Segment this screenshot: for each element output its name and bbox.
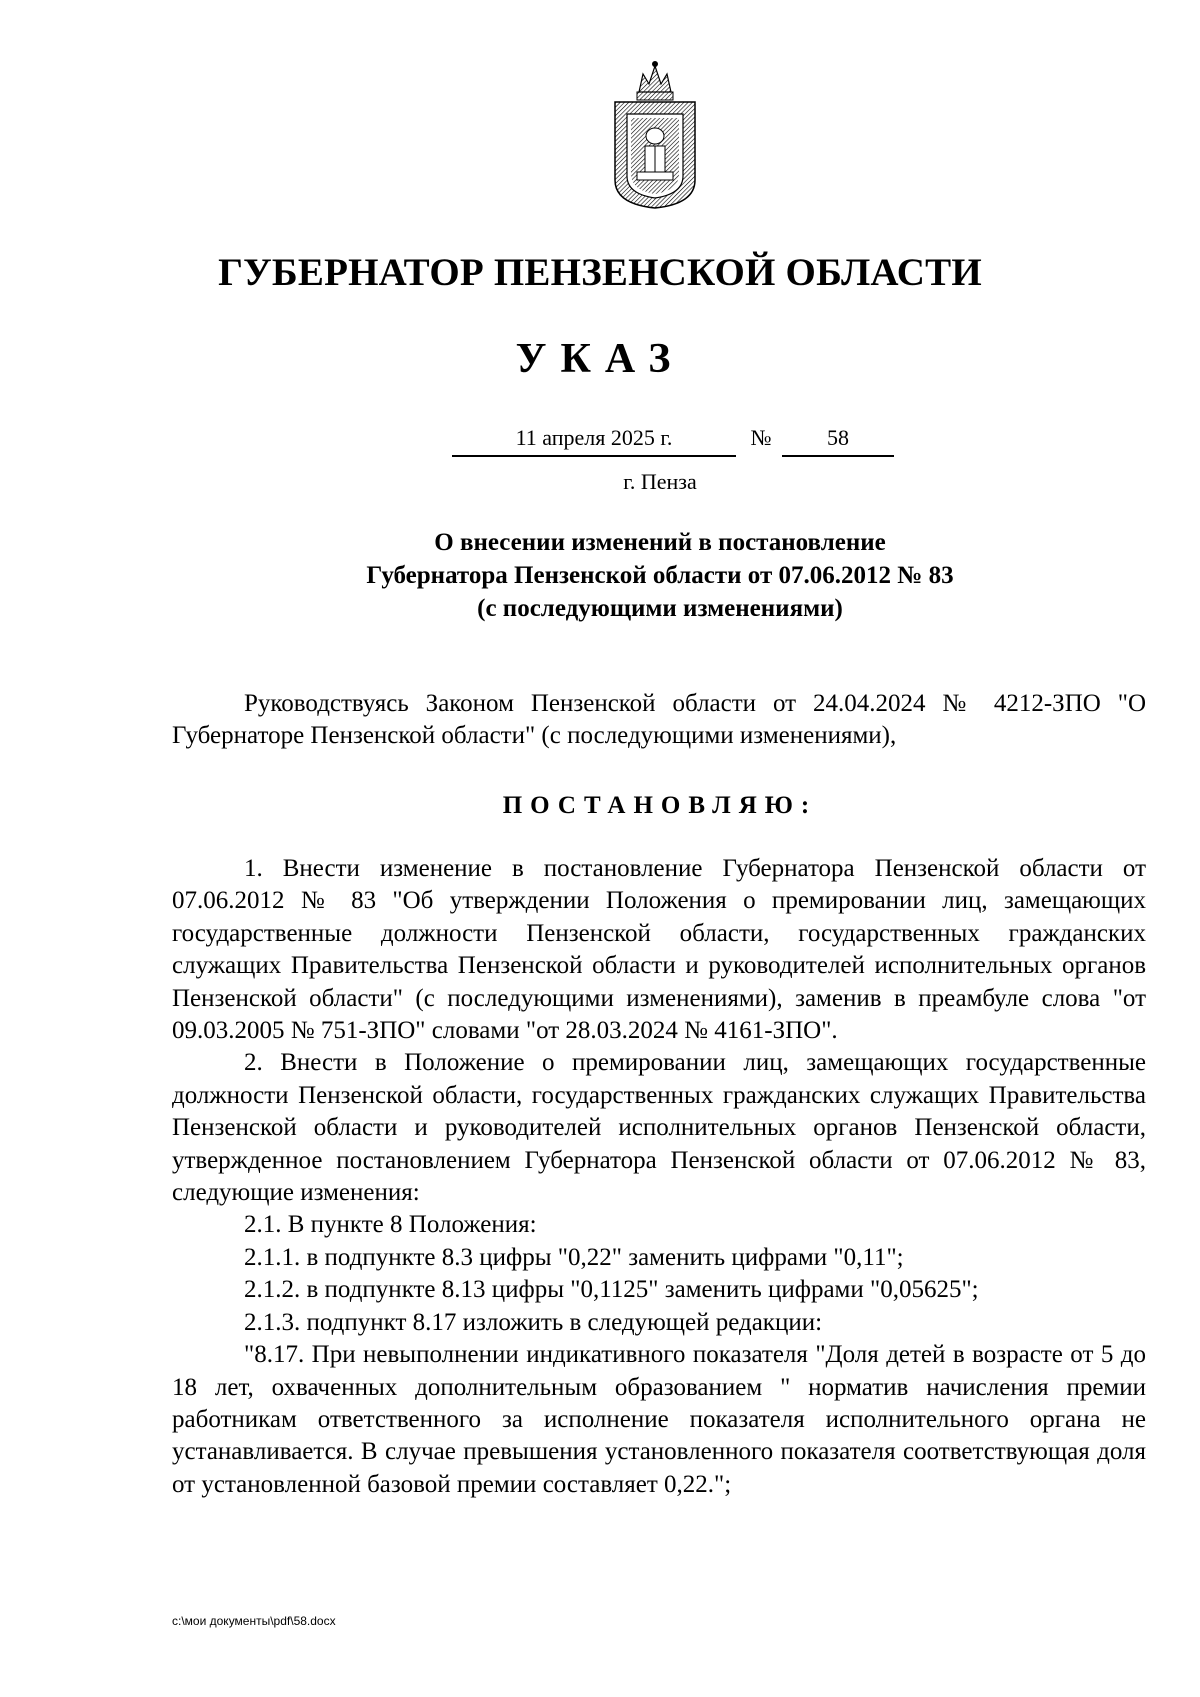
preamble-block [172, 688, 1146, 753]
organization-title: ГУБЕРНАТОР ПЕНЗЕНСКОЙ ОБЛАСТИ [218, 251, 982, 294]
document-type-heading: УКАЗ [515, 336, 685, 382]
document-title-line: (с последующими изменениями) [477, 595, 843, 622]
body-paragraph: 1. Внести изменение в постановление Губернатора Пензенской области от 07.06.2012 № 83 "Об утверждении Положения о премировании лиц, замещающих государственные должности Пензенской области, государственных гражданских служащих Правительства Пензенской области и руководителей исполнительных органов Пензенской области" (с последующими изменениями), заменив в преамбуле слова "от 09.03.2005 № 751-ЗПО" словами "от 28.03.2024 № 4161-ЗПО". [172, 855, 1146, 1045]
body-paragraph: 2.1. В пункте 8 Положения: [244, 1211, 537, 1239]
body-paragraph: 2.1.2. в подпункте 8.13 цифры "0,1125" заменить цифрами "0,05625"; [244, 1276, 979, 1304]
number-sign: № [750, 425, 772, 450]
preamble-paragraph: Руководствуясь Законом Пензенской области от 24.04.2024 № 4212-ЗПО "О Губернаторе Пензенской области" (с последующими изменениями), [172, 690, 1146, 750]
document-title-line: Губернатора Пензенской области от 07.06.2012 № 83 [366, 562, 954, 589]
coat-of-arms-icon [609, 58, 701, 210]
document-title [0, 526, 1200, 625]
body-paragraph: "8.17. При невыполнении индикативного показателя "Доля детей в возрасте от 5 до 18 лет, охваченных дополнительным образованием " норматив начисления премии работникам ответственного за исполнение показателя исполнительного органа не устанавливается. В случае превышения установленного показателя соответствующая доля от установленной базовой премии составляет 0,22."; [172, 1341, 1146, 1498]
decree-date-field: 11 апреля 2025 г. [452, 425, 736, 457]
decree-word: ПОСТАНОВЛЯЮ: [502, 792, 818, 819]
city-label: г. Пенза [623, 469, 697, 494]
footer-file-path: c:\мои документы\pdf\58.docx [172, 1614, 336, 1628]
body-paragraph: 2.1.3. подпункт 8.17 изложить в следующей редакции: [244, 1308, 823, 1336]
body-paragraph: 2. Внести в Положение о премировании лиц, замещающих государственные должности Пензенской области, государственных гражданских служащих Правительства Пензенской области и руководителей исполнительных органов Пензенской области, утвержденное постановлением Губернатора Пензенской области от 07.06.2012 № 83, следующие изменения: [172, 1049, 1146, 1207]
document-title-line: О внесении изменений в постановление [434, 529, 886, 556]
body-paragraph: 2.1.1. в подпункте 8.3 цифры "0,22" заменить цифрами "0,11"; [244, 1243, 904, 1271]
decree-number-field: 58 [782, 425, 894, 457]
decree-body [172, 853, 1146, 1501]
